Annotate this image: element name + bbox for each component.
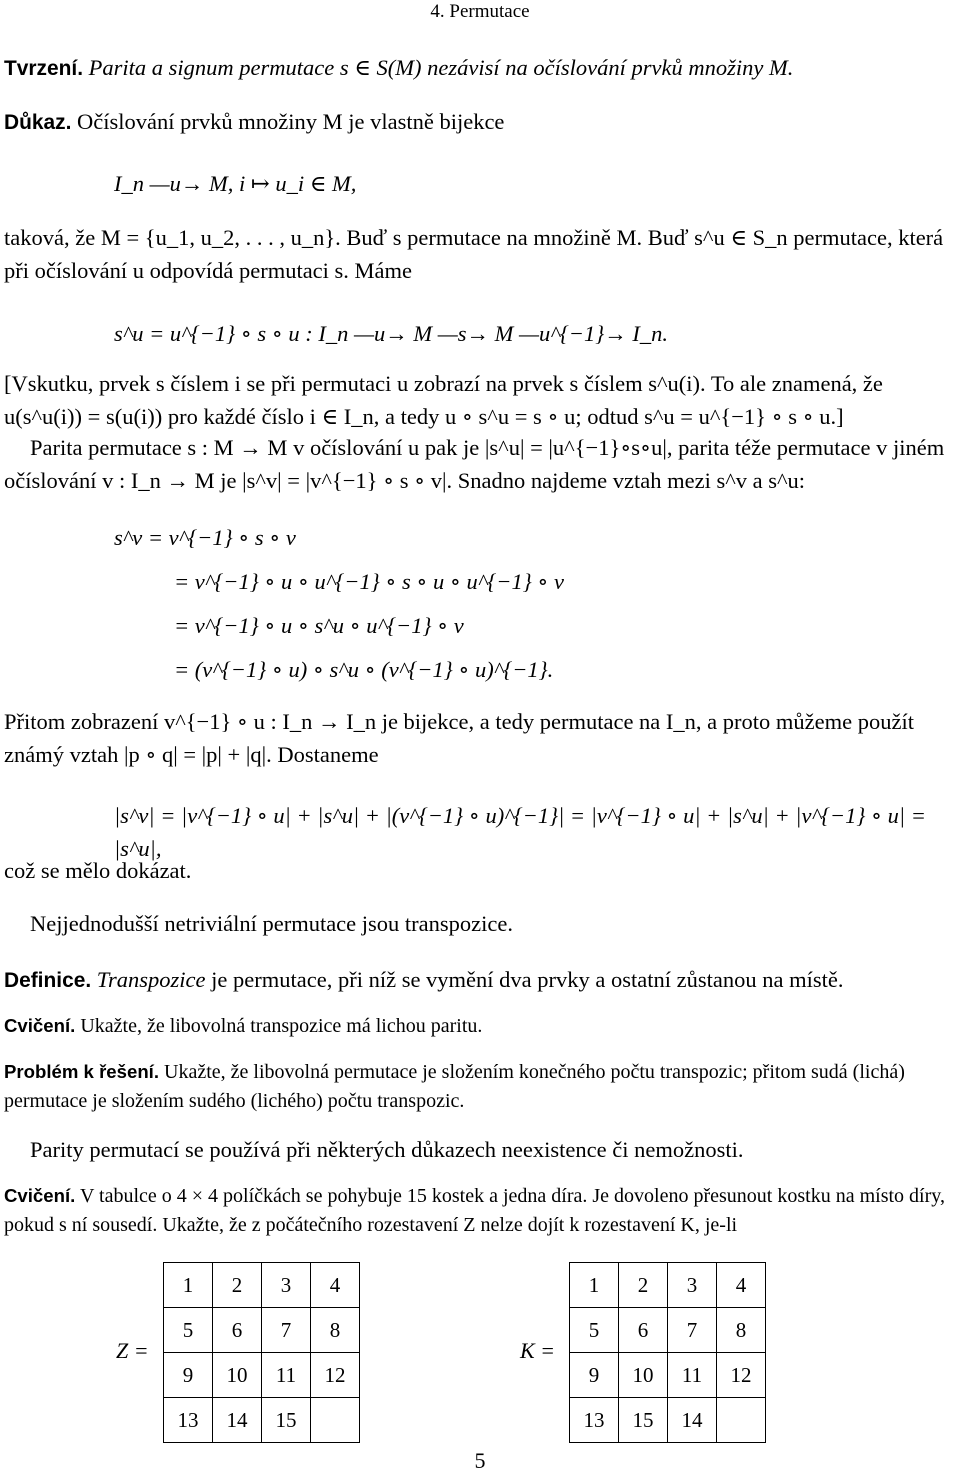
grid-cell: 6 [213,1308,262,1353]
grid-cell: 9 [164,1353,213,1398]
grid-z [163,1262,360,1443]
grid-z-row [164,1398,360,1443]
grid-cell: 12 [311,1353,360,1398]
grid-cell: 4 [311,1263,360,1308]
problem-label: Problém k řešení. [4,1061,160,1082]
paragraph-3-text: Parita permutace s : M → M v očíslování u pak je |s^u| = |u^{−1}∘s∘u|, parita téže permutace v jiném očíslování v : I_n → M je |s^v| = |v^{−1} ∘ s ∘ v|. Snadno najdeme vztah mezi s^v a s^u: [4,435,945,493]
proof-intro [4,106,956,139]
grid-cell-empty [311,1398,360,1443]
paragraph-6 [4,1134,956,1167]
definition-term: Transpozice [96,967,206,992]
qed-line [4,855,956,888]
equation-line-3: = v^{−1} ∘ u ∘ s^u ∘ u^{−1} ∘ v [174,613,464,638]
grid-cell: 10 [213,1353,262,1398]
grid-cell: 6 [619,1308,668,1353]
grid-cell: 3 [668,1263,717,1308]
exercise-1-label: Cvičení. [4,1015,76,1036]
grid-cell: 7 [262,1308,311,1353]
equation-line-1: s^v = v^{−1} ∘ s ∘ v [114,525,296,550]
grid-cell: 10 [619,1353,668,1398]
paragraph-1 [4,222,956,287]
grid-cell: 5 [164,1308,213,1353]
grid-cell: 8 [717,1308,766,1353]
exercise-1-text: Ukažte, že libovolná transpozice má lichou paritu. [80,1015,483,1037]
problem-text: Ukažte, že libovolná permutace je složením konečného počtu transpozic; přitom sudá (lichá) permutace je složením sudého (lichého) počtu transpozic. [4,1061,905,1112]
equation-su: s^u = u^{−1} ∘ s ∘ u : I_n —u→ M —s→ M —u^{−1}→ I_n. [114,321,668,346]
grid-cell: 1 [570,1263,619,1308]
grid-cell: 2 [213,1263,262,1308]
grid-cell-empty [717,1398,766,1443]
grid-k-label: K = [520,1338,556,1363]
grid-cell: 5 [570,1308,619,1353]
page-number: 5 [474,1448,486,1473]
grid-k [569,1262,766,1443]
exercise-2-label: Cvičení. [4,1185,76,1206]
grid-cell: 11 [262,1353,311,1398]
grid-cell: 15 [262,1398,311,1443]
grid-z-row [164,1353,360,1398]
exercise-2-text: V tabulce o 4 × 4 políčkách se pohybuje 15 kostek a jedna díra. Je dovoleno přesunout kostku na místo díry, pokud s ní sousedí. Ukažte, že z počátečního rozestavení Z nelze dojít k rozestavení K, je-li [4,1185,945,1236]
grid-k-row [570,1263,766,1308]
definition-text: je permutace, při níž se vymění dva prvky a ostatní zůstanou na místě. [211,967,844,992]
paragraph-5-text: Nejjednodušší netriviální permutace jsou transpozice. [30,911,513,936]
paragraph-1-text: taková, že M = {u_1, u_2, . . . , u_n}. Buď s permutace na množině M. Buď s^u ∈ S_n permutace, která při očíslování u odpovídá permutaci s. Máme [4,225,944,283]
exercise-1 [4,1012,956,1041]
qed-text: což se mělo dokázat. [4,858,192,883]
paragraph-5 [4,908,956,941]
grid-cell: 2 [619,1263,668,1308]
grid-k-row [570,1308,766,1353]
equation-line-2: = v^{−1} ∘ u ∘ u^{−1} ∘ s ∘ u ∘ u^{−1} ∘ v [174,569,564,594]
grid-cell: 15 [619,1398,668,1443]
grid-k-row [570,1353,766,1398]
grid-cell: 14 [668,1398,717,1443]
grid-cell: 4 [717,1263,766,1308]
grid-cell: 9 [570,1353,619,1398]
theorem-text: Parita a signum permutace s ∈ S(M) nezávisí na očíslování prvků množiny M. [88,55,794,80]
grid-k-row [570,1398,766,1443]
theorem [4,52,956,85]
paragraph-6-text: Parity permutací se používá při některých důkazech neexistence či nemožnosti. [30,1137,744,1162]
grid-cell: 1 [164,1263,213,1308]
problem [4,1058,956,1116]
grid-z-row [164,1263,360,1308]
equation-final: |s^v| = |v^{−1} ∘ u| + |s^u| + |(v^{−1} ∘ u)^{−1}| = |v^{−1} ∘ u| + |s^u| + |v^{−1} ∘ u| = |s^u|, [114,803,926,861]
grid-cell: 11 [668,1353,717,1398]
grid-cell: 8 [311,1308,360,1353]
paragraph-4 [4,706,956,771]
grid-cell: 13 [164,1398,213,1443]
grid-cell: 7 [668,1308,717,1353]
grid-cell: 12 [717,1353,766,1398]
grid-z-label: Z = [116,1338,149,1363]
paragraph-3 [4,432,956,497]
paragraph-4-text: Přitom zobrazení v^{−1} ∘ u : I_n → I_n je bijekce, a tedy permutace na I_n, a proto můžeme použít známý vztah |p ∘ q| = |p| + |q|. Dostaneme [4,709,914,767]
proof-label: Důkaz. [4,111,72,134]
grid-z-row [164,1308,360,1353]
definition-label: Definice. [4,969,92,992]
grid-cell: 13 [570,1398,619,1443]
paragraph-2-text: [Vskutku, prvek s číslem i se při permutaci u zobrazí na prvek s číslem s^u(i). To ale znamená, že u(s^u(i)) = s(u(i)) pro každé číslo i ∈ I_n, a tedy u ∘ s^u = s ∘ u; odtud s^u = u^{−1} ∘ s ∘ u.] [4,371,883,429]
paragraph-2 [4,368,956,433]
theorem-label: Tvrzení. [4,57,84,80]
equation-line-4: = (v^{−1} ∘ u) ∘ s^u ∘ (v^{−1} ∘ u)^{−1}. [174,657,554,682]
grid-cell: 3 [262,1263,311,1308]
grid-cell: 14 [213,1398,262,1443]
definition [4,964,956,997]
running-header: 4. Permutace [430,1,530,22]
exercise-2 [4,1182,956,1240]
equation-bijection: I_n —u→ M, i ↦ u_i ∈ M, [114,171,357,196]
proof-text: Očíslování prvků množiny M je vlastně bijekce [77,109,505,134]
